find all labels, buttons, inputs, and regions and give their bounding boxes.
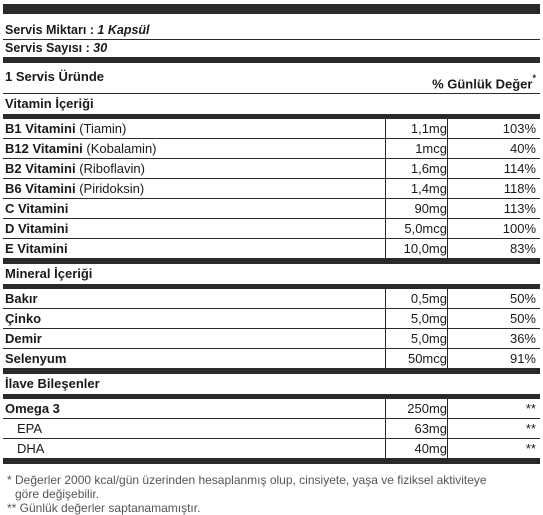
nutrient-name: B2 Vitamini <box>5 161 76 176</box>
nutrient-amount: 0,5mg <box>386 289 448 308</box>
serving-size <box>3 22 540 39</box>
nutrient-name-cell <box>3 349 386 368</box>
nutrient-name-cell <box>3 289 386 308</box>
nutrient-name-cell <box>3 309 386 328</box>
nutrient-daily-value: 103% <box>502 121 536 136</box>
nutrient-name: EPA <box>17 421 43 436</box>
nutrient-name-cell <box>3 329 386 348</box>
nutrient-amount: 5,0mg <box>386 309 448 328</box>
footnotes <box>3 473 540 515</box>
table-row <box>3 119 540 138</box>
daily-value-label <box>432 75 536 91</box>
extras-rows <box>3 399 540 458</box>
serving-count <box>3 40 540 57</box>
nutrient-name-cell <box>3 159 386 178</box>
table-row <box>3 418 540 438</box>
per-serving-label: 1 Servis Üründe <box>5 69 104 84</box>
footnote-2: ** Günlük değerler saptanamamıştır. <box>7 501 201 515</box>
daily-value-mark: * <box>532 73 536 83</box>
nutrient-name-cell <box>3 399 386 418</box>
top-bar <box>3 4 540 14</box>
nutrient-amount: 1,1mg <box>386 119 448 138</box>
daily-value-text: % Günlük Değer <box>432 76 533 92</box>
table-header <box>3 63 540 93</box>
table-row <box>3 308 540 328</box>
nutrient-name: Bakır <box>5 291 38 306</box>
nutrient-alt-name: (Riboflavin) <box>79 161 145 176</box>
table-row <box>3 438 540 458</box>
nutrient-name: Omega 3 <box>5 401 60 416</box>
nutrient-daily-value: 50% <box>509 291 536 306</box>
nutrient-daily-value: ** <box>525 441 536 456</box>
nutrient-name: B12 Vitamini <box>5 141 83 156</box>
footnote-1: * Değerler 2000 kcal/gün üzerinden hesaplanmış olup, cinsiyete, yaşa ve fiziksel aktiviteye <box>7 473 487 487</box>
divider-bottom <box>3 458 540 464</box>
vitamin-rows <box>3 119 540 258</box>
nutrient-daily-value: 83% <box>509 241 536 256</box>
nutrient-name: Çinko <box>5 311 42 326</box>
nutrient-daily-value: 118% <box>503 181 536 196</box>
nutrient-amount: 90mg <box>386 199 448 218</box>
table-row <box>3 178 540 198</box>
nutrient-name-cell <box>3 219 386 238</box>
nutrient-name-cell <box>3 439 386 458</box>
nutrient-daily-value: 91% <box>509 351 536 366</box>
table-row <box>3 289 540 308</box>
serving-size-value: 1 Kapsül <box>97 23 150 37</box>
nutrient-amount: 1,6mg <box>386 159 448 178</box>
nutrient-name-cell <box>3 199 386 218</box>
nutrient-amount: 5,0mcg <box>386 219 448 238</box>
nutrient-name-cell <box>3 119 386 138</box>
nutrient-amount: 10,0mg <box>386 239 448 258</box>
nutrient-alt-name: (Tiamin) <box>79 121 127 136</box>
nutrient-amount: 40mg <box>386 439 448 458</box>
nutrient-name-cell <box>3 239 386 258</box>
nutrient-name: Demir <box>5 331 42 346</box>
table-row <box>3 238 540 258</box>
table-row <box>3 328 540 348</box>
nutrient-daily-value: 40% <box>509 141 536 156</box>
nutrient-amount: 250mg <box>386 399 448 418</box>
nutrient-name: DHA <box>17 441 45 456</box>
serving-count-value: 30 <box>93 41 108 55</box>
nutrient-amount: 1mcg <box>386 139 448 158</box>
nutrient-amount: 1,4mg <box>386 179 448 198</box>
serving-count-label: Servis Sayısı : <box>5 41 90 55</box>
table-row <box>3 198 540 218</box>
extras-section-title: İlave Bileşenler <box>5 376 100 391</box>
mineral-section-title: Mineral İçeriği <box>5 266 93 281</box>
nutrient-alt-name: (Kobalamin) <box>86 141 157 156</box>
nutrient-name-cell <box>3 419 386 438</box>
nutrient-amount: 63mg <box>386 419 448 438</box>
nutrient-daily-value: ** <box>525 421 536 436</box>
nutrient-daily-value: 50% <box>509 311 536 326</box>
nutrient-name: D Vitamini <box>5 221 69 236</box>
nutrient-daily-value: 113% <box>503 201 536 216</box>
footnote-1-cont: göre değişebilir. <box>15 487 100 501</box>
table-row <box>3 158 540 178</box>
nutrient-name: C Vitamini <box>5 201 69 216</box>
nutrient-alt-name: (Piridoksin) <box>79 181 145 196</box>
table-row <box>3 348 540 368</box>
table-row <box>3 138 540 158</box>
nutrient-daily-value: ** <box>525 401 536 416</box>
nutrient-name-cell <box>3 139 386 158</box>
mineral-rows <box>3 289 540 368</box>
nutrient-daily-value: 100% <box>502 221 536 236</box>
nutrient-daily-value: 114% <box>503 161 536 176</box>
nutrient-name: B1 Vitamini <box>5 121 76 136</box>
nutrient-name: Selenyum <box>5 351 67 366</box>
nutrient-name-cell <box>3 179 386 198</box>
vitamin-section-title: Vitamin İçeriği <box>5 96 94 111</box>
serving-size-label: Servis Miktarı : <box>5 23 94 37</box>
nutrient-amount: 50mcg <box>386 349 448 368</box>
nutrition-facts-table <box>3 4 540 515</box>
nutrient-daily-value: 36% <box>509 331 536 346</box>
nutrient-name: B6 Vitamini <box>5 181 76 196</box>
nutrient-amount: 5,0mg <box>386 329 448 348</box>
table-row <box>3 218 540 238</box>
table-row <box>3 399 540 418</box>
nutrient-name: E Vitamini <box>5 241 68 256</box>
